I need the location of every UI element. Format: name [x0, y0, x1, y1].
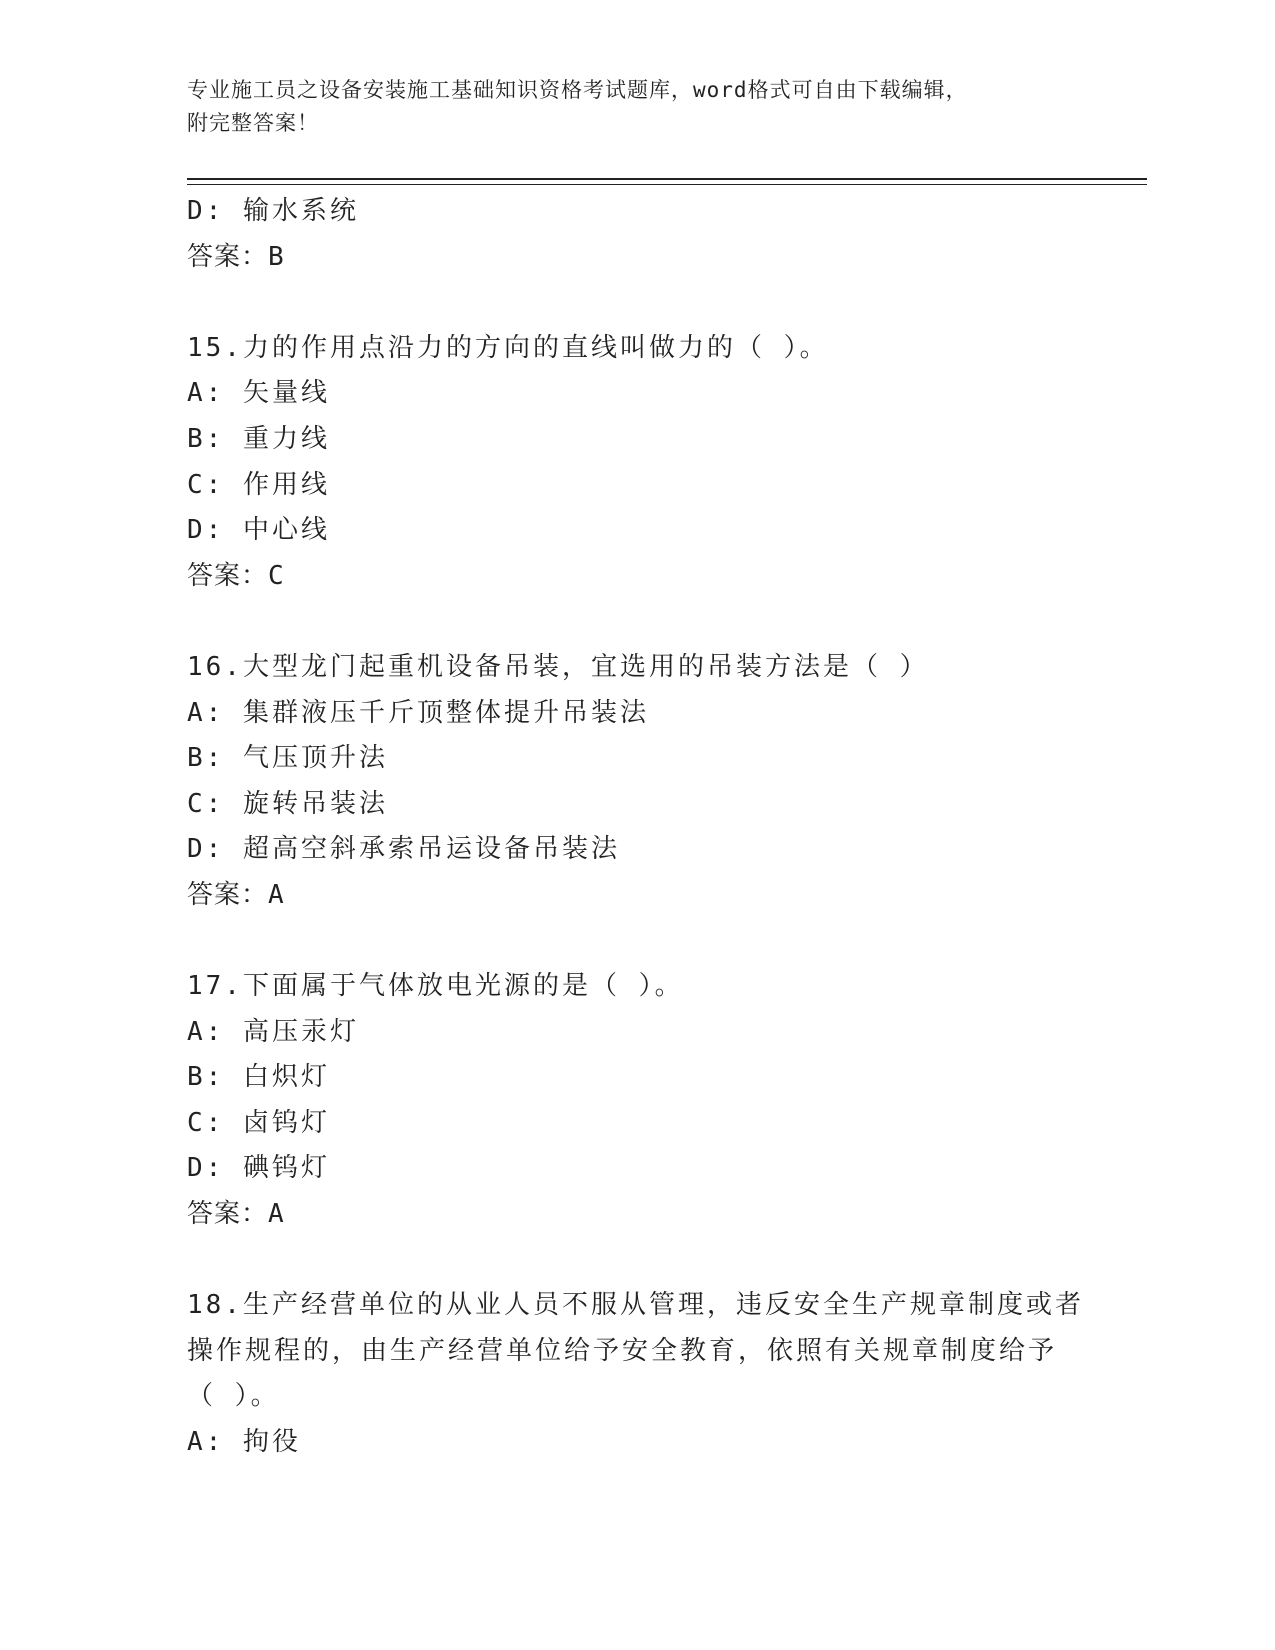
option-d: D: 中心线: [187, 515, 330, 546]
answer: 答案：A: [187, 879, 285, 910]
header-line-2: 附完整答案！: [187, 111, 319, 135]
question-18: [187, 1283, 1087, 1465]
answer: 答案：C: [187, 560, 285, 591]
option-b: B: 气压顶升法: [187, 743, 388, 774]
option-b: B: 重力线: [187, 423, 330, 454]
option-c: C: 旋转吊装法: [187, 788, 388, 819]
header-line-1: 专业施工员之设备安装施工基础知识资格考试题库，word格式可自由下载编辑，: [187, 78, 968, 102]
option-c: C: 卤钨灯: [187, 1107, 330, 1138]
question-stem: 15.力的作用点沿力的方向的直线叫做力的（ ）。: [187, 332, 829, 363]
spacer: [187, 919, 1087, 965]
question-stem-line-1: 18.生产经营单位的从业人员不服从管理，违反安全生产规章制度或者: [187, 1290, 1084, 1321]
spacer: [187, 1238, 1087, 1284]
question-stem-line-3: （ ）。: [187, 1381, 280, 1412]
header-divider-thick: [187, 178, 1147, 180]
spacer: [187, 280, 1087, 326]
header-divider-thin: [187, 184, 1147, 185]
option-c: C: 作用线: [187, 469, 330, 500]
option-a: A: 矢量线: [187, 378, 330, 409]
answer: 答案：B: [187, 241, 285, 272]
question-17: [187, 964, 1087, 1238]
question-stem: 16.大型龙门起重机设备吊装，宜选用的吊装方法是（ ）: [187, 651, 929, 682]
question-stem-line-2: 操作规程的，由生产经营单位给予安全教育，依照有关规章制度给予: [187, 1335, 1058, 1366]
option-a: A: 高压汞灯: [187, 1016, 359, 1047]
question-16: [187, 645, 1087, 919]
option-a: A: 拘役: [187, 1427, 301, 1458]
question-15: [187, 326, 1087, 600]
spacer: [187, 599, 1087, 645]
option-d: D: 碘钨灯: [187, 1153, 330, 1184]
document-header: [187, 74, 1067, 140]
option-b: B: 白炽灯: [187, 1062, 330, 1093]
option-d: D: 输水系统: [187, 196, 359, 226]
answer: 答案：A: [187, 1199, 285, 1230]
question-stem: 17.下面属于气体放电光源的是（ ）。: [187, 971, 684, 1002]
option-a: A: 集群液压千斤顶整体提升吊装法: [187, 697, 649, 728]
option-d: D: 超高空斜承索吊运设备吊装法: [187, 834, 620, 865]
question-list: [187, 189, 1087, 1466]
